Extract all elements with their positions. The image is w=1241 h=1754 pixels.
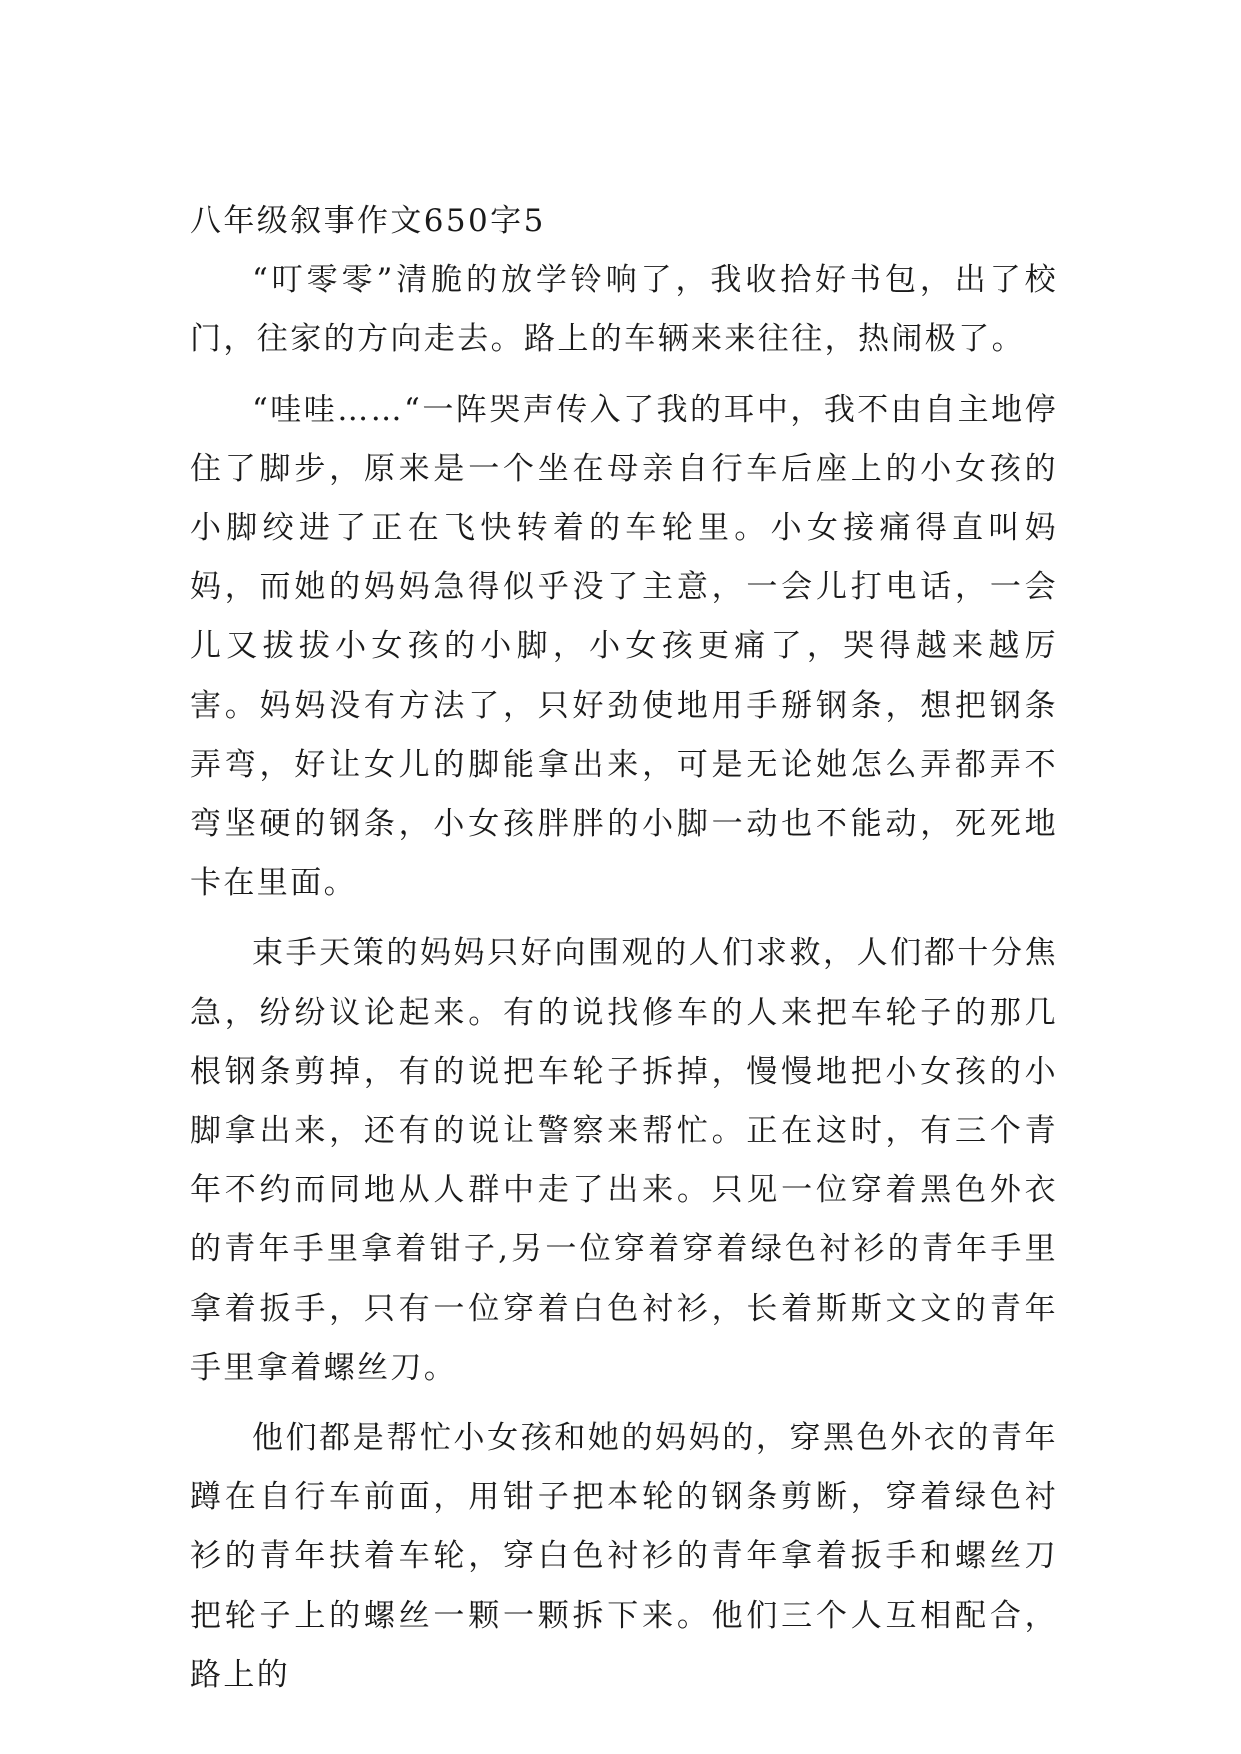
paragraph: 他们都是帮忙小女孩和她的妈妈的，穿黑色外衣的青年蹲在自行车前面，用钳子把本轮的钢条剪断，穿着绿色衬衫的青年扶着车轮，穿白色衬衫的青年拿着扳手和螺丝刀把轮子上的螺丝一颗一颗拆下来。他们三个人互相配合，路上的 bbox=[190, 1420, 1058, 1693]
paragraph: 束手天策的妈妈只好向围观的人们求救，人们都十分焦急，纷纷议论起来。有的说找修车的人来把车轮子的那几根钢条剪掉，有的说把车轮子拆掉，慢慢地把小女孩的小脚拿出来，还有的说让警察来帮忙。正在这时，有三个青年不约而同地从人群中走了出来。只见一位穿着黑色外衣的青年手里拿着钳子,另一位穿着穿着绿色衬衫的青年手里拿着扳手，只有一位穿着白色衬衫，长着斯斯文文的青年手里拿着螺丝刀。 bbox=[190, 935, 1058, 1386]
paragraph: “哇哇……“一阵哭声传入了我的耳中，我不由自主地停住了脚步，原来是一个坐在母亲自行车后座上的小女孩的小脚绞进了正在飞快转着的车轮里。小女接痛得直叫妈妈，而她的妈妈急得似乎没了主意，一会儿打电话，一会儿又拔拔小女孩的小脚，小女孩更痛了，哭得越来越厉害。妈妈没有方法了，只好劲使地用手掰钢条，想把钢条弄弯，好让女儿的脚能拿出来，可是无论她怎么弄都弄不弯坚硬的钢条，小女孩胖胖的小脚一动也不能动，死死地卡在里面。 bbox=[190, 391, 1058, 902]
paragraph: “叮零零”清脆的放学铃响了，我收拾好书包，出了校门，往家的方向走去。路上的车辆来来往往，热闹极了。 bbox=[190, 262, 1058, 358]
document-body bbox=[190, 192, 1058, 1705]
document-title: 八年级叙事作文650字5 bbox=[190, 203, 546, 239]
